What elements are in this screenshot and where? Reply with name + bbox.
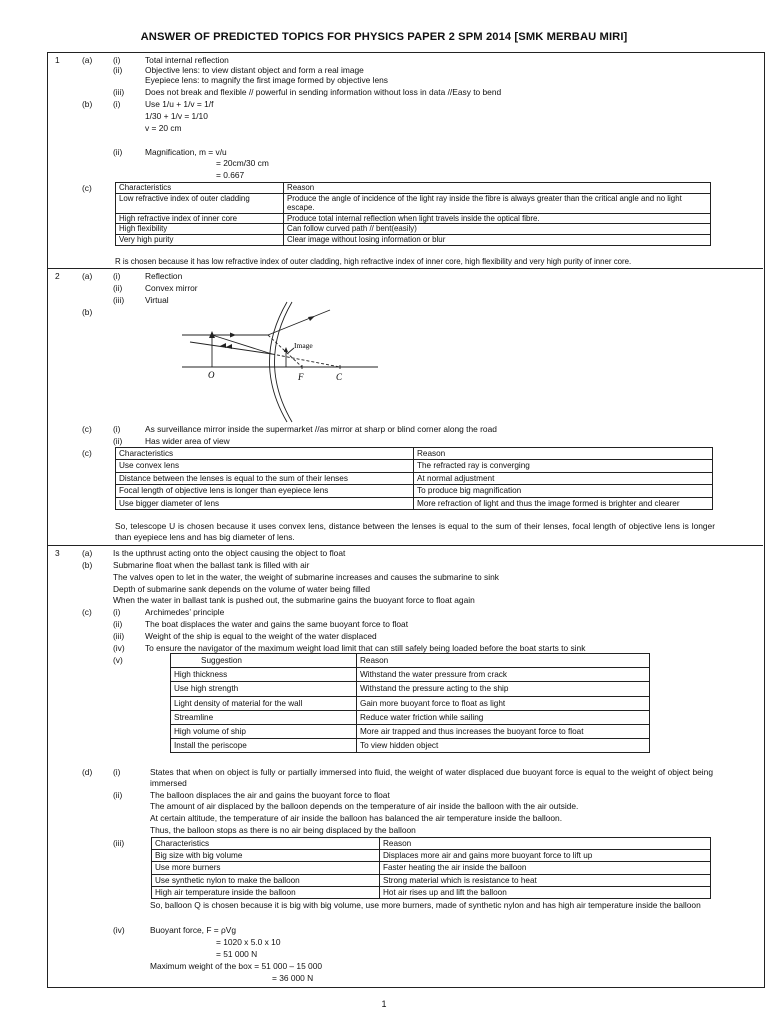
answer-line: Magnification, m = v/u [145, 147, 227, 157]
table-header-cell: Reason [380, 838, 711, 850]
table-cell: Light density of material for the wall [171, 696, 357, 710]
mirror-back-arc [275, 302, 293, 422]
answer-line: When the water in ballast tank is pushed out, the submarine gains the buoyant force to float again [113, 595, 475, 605]
object-label: O [208, 370, 215, 380]
answer-line: Reflection [145, 271, 183, 281]
subpart-label: (iii) [113, 87, 125, 97]
table-cell: Can follow curved path // bent(easily) [284, 224, 711, 235]
answer-line: States that when on object is fully or partially immersed into fluid, the weight of water displaced due buoyant force is equal to the weight of object being immersed [150, 767, 713, 788]
table-cell: More refraction of light and thus the image formed is brighter and clearer [414, 497, 713, 509]
table-header-cell: Reason [414, 448, 713, 460]
table-row [116, 472, 713, 484]
table-cell: Produce total internal reflection when light travels inside the optical fibre. [284, 213, 711, 224]
subpart-label: (i) [113, 55, 121, 65]
answer-line: Does not break and flexible // powerful in sending information without loss in data //Easy to bend [145, 87, 502, 97]
answer-line: The valves open to let in the water, the weight of submarine increases and causes the submarine to sink [113, 572, 499, 582]
part-label: (b) [82, 307, 93, 317]
table-header-cell: Suggestion [171, 654, 357, 668]
answer-line: The boat displaces the water and gains the same buoyant force to float [145, 619, 409, 629]
table-header-cell: Reason [284, 183, 711, 194]
part-label: (b) [82, 560, 93, 570]
answer-line: = 0.667 [216, 170, 245, 180]
subpart-label: (iii) [113, 631, 125, 641]
question-number: 1 [55, 55, 60, 65]
table-row [171, 696, 650, 710]
table-row [171, 668, 650, 682]
question-divider [47, 545, 763, 546]
table-cell: Withstand the water pressure from crack [357, 668, 650, 682]
part-label: (a) [82, 55, 93, 65]
table-cell: Strong material which is resistance to heat [380, 874, 711, 886]
table-row [171, 682, 650, 696]
table-cell: To view hidden object [357, 739, 650, 753]
table-cell: Clear image without losing information or blur [284, 234, 711, 245]
table-cell: Withstand the pressure acting to the ship [357, 682, 650, 696]
table-cell: Gain more buoyant force to float as light [357, 696, 650, 710]
table-cell: Install the periscope [171, 739, 357, 753]
table-cell: Very high purity [116, 234, 284, 245]
table-cell: Focal length of objective lens is longer than eyepiece lens [116, 485, 414, 497]
answer-line: The balloon displaces the air and gains the buoyant force to float [150, 790, 390, 800]
page-title: ANSWER OF PREDICTED TOPICS FOR PHYSICS PAPER 2 SPM 2014 [SMK MERBAU MIRI] [140, 31, 628, 43]
table-header-cell: Characteristics [152, 838, 380, 850]
subpart-label: (i) [113, 424, 121, 434]
answer-line: = 1020 x 5.0 x 10 [216, 937, 281, 947]
table-header-row [152, 838, 711, 850]
table-cell: High air temperature inside the balloon [152, 886, 380, 898]
part-label: (c) [82, 448, 92, 458]
subpart-label: (ii) [113, 436, 123, 446]
subpart-label: (iii) [113, 838, 125, 848]
answer-line: Buoyant force, F = ρVg [150, 925, 236, 935]
subpart-label: (iv) [113, 643, 125, 653]
part-label: (c) [82, 183, 92, 193]
answer-line: Depth of submarine sank depends on the volume of water being filled [113, 584, 370, 594]
table-cell: The refracted ray is converging [414, 460, 713, 472]
table-cell: Low refractive index of outer cladding [116, 193, 284, 213]
table-header-row [116, 448, 713, 460]
table-cell: Use bigger diameter of lens [116, 497, 414, 509]
conclusion-line: So, telescope U is chosen because it uses convex lens, distance between the lenses is equal to the sum of their lenses, focal length of objective lens is longer than eyepiece lens and has big diameter of lens. [115, 521, 715, 542]
table-row [152, 850, 711, 862]
conclusion-line: R is chosen because it has low refractive index of outer cladding, high refractive index of inner core, high flexibility and very high purity of inner core. [115, 257, 632, 266]
table-cell: Use convex lens [116, 460, 414, 472]
convex-mirror-ray-diagram [180, 298, 380, 426]
centre-label: C [336, 372, 343, 382]
part-label: (d) [82, 767, 93, 777]
table-header-cell: Reason [357, 654, 650, 668]
subpart-label: (i) [113, 607, 121, 617]
part-label: (c) [82, 607, 92, 617]
table-cell: High volume of ship [171, 725, 357, 739]
answer-line: Thus, the balloon stops as there is no air being displaced by the balloon [150, 825, 416, 835]
characteristics-table [115, 182, 711, 246]
table-cell: Reduce water friction while sailing [357, 710, 650, 724]
subpart-label: (ii) [113, 65, 123, 75]
answer-line: Weight of the ship is equal to the weight of the water displaced [145, 631, 377, 641]
table-cell: Use more burners [152, 862, 380, 874]
virtual-ray-to-centre [272, 354, 340, 367]
table-header-row [171, 654, 650, 668]
subpart-label: (iii) [113, 295, 125, 305]
answer-line: = 20cm/30 cm [216, 158, 269, 168]
answer-line: To ensure the navigator of the maximum weight load limit that can still safely being loaded before the boat starts to sink [145, 643, 586, 653]
answer-line: Eyepiece lens: to magnify the first image formed by objective lens [145, 75, 388, 85]
answer-line: Submarine float when the ballast tank is filled with air [113, 560, 310, 570]
table-cell: Use high strength [171, 682, 357, 696]
table-cell: Streamline [171, 710, 357, 724]
table-header-cell: Characteristics [116, 183, 284, 194]
ray-arrowhead [230, 333, 236, 338]
ray-arrowhead [308, 316, 315, 321]
table-cell: High refractive index of inner core [116, 213, 284, 224]
subpart-label: (i) [113, 99, 121, 109]
subpart-label: (ii) [113, 790, 123, 800]
table-row [116, 213, 711, 224]
table-cell: Displaces more air and gains more buoyant force to lift up [380, 850, 711, 862]
ship-suggestion-table [170, 653, 650, 753]
part-label: (c) [82, 424, 92, 434]
table-row [171, 739, 650, 753]
ray-arrowhead [226, 344, 232, 349]
part-label: (b) [82, 99, 93, 109]
table-header-row [116, 183, 711, 194]
answer-line: Is the upthrust acting onto the object causing the object to float [113, 548, 346, 558]
answer-line: 1/30 + 1/v = 1/10 [145, 111, 208, 121]
table-cell: Distance between the lenses is equal to the sum of their lenses [116, 472, 414, 484]
subpart-label: (i) [113, 767, 121, 777]
answer-line: Has wider area of view [145, 436, 230, 446]
table-cell: Produce the angle of incidence of the light ray inside the fibre is always greater than the critical angle and no light escape. [284, 193, 711, 213]
table-cell: Faster heating the air inside the balloon [380, 862, 711, 874]
answer-line: v = 20 cm [145, 123, 182, 133]
answer-line: Objective lens: to view distant object and form a real image [145, 65, 364, 75]
table-cell: High flexibility [116, 224, 284, 235]
table-cell: Big size with big volume [152, 850, 380, 862]
part-label: (a) [82, 271, 93, 281]
object-arrowhead [209, 331, 215, 338]
table-row [152, 862, 711, 874]
answer-line: Use 1/u + 1/v = 1/f [145, 99, 214, 109]
answer-line: Maximum weight of the box = 51 000 – 15 000 [150, 961, 323, 971]
answer-line: As surveillance mirror inside the supermarket //as mirror at sharp or blind corner along the road [145, 424, 497, 434]
question-number: 3 [55, 548, 60, 558]
telescope-table [115, 447, 713, 510]
table-row [152, 886, 711, 898]
table-row [116, 224, 711, 235]
answer-line: = 51 000 N [216, 949, 258, 959]
answer-line: = 36 000 N [272, 973, 314, 983]
subpart-label: (v) [113, 655, 123, 665]
answer-line: Convex mirror [145, 283, 198, 293]
answer-line: Virtual [145, 295, 169, 305]
subpart-label: (ii) [113, 283, 123, 293]
table-cell: More air trapped and thus increases the buoyant force to float [357, 725, 650, 739]
conclusion-line: So, balloon Q is chosen because it is big with big volume, use more burners, made of synthetic nylon and has high air temperature inside the balloon [150, 900, 701, 910]
answer-line: Archimedes’ principle [145, 607, 225, 617]
answer-line: At certain altitude, the temperature of air inside the balloon has balanced the air temperature inside the balloon. [150, 813, 563, 823]
table-row [116, 460, 713, 472]
table-row [171, 725, 650, 739]
image-label: Image [294, 341, 313, 350]
image-arrowhead [284, 347, 288, 352]
table-cell: Hot air rises up and lift the balloon [380, 886, 711, 898]
page-number: 1 [381, 999, 387, 1009]
focal-label: F [298, 372, 304, 382]
mirror-front-arc [270, 302, 288, 422]
table-row [152, 874, 711, 886]
subpart-label: (ii) [113, 619, 123, 629]
answer-line: Total internal reflection [145, 55, 229, 65]
table-row [116, 193, 711, 213]
question-number: 2 [55, 271, 60, 281]
table-header-cell: Characteristics [116, 448, 414, 460]
subpart-label: (iv) [113, 925, 125, 935]
table-row [116, 234, 711, 245]
table-cell: At normal adjustment [414, 472, 713, 484]
table-row [116, 485, 713, 497]
table-cell: High thickness [171, 668, 357, 682]
balloon-table [151, 837, 711, 899]
subpart-label: (i) [113, 271, 121, 281]
table-row [116, 497, 713, 509]
table-cell: Use synthetic nylon to make the balloon [152, 874, 380, 886]
table-cell: To produce big magnification [414, 485, 713, 497]
table-row [171, 710, 650, 724]
incident-ray-to-centre [212, 335, 272, 354]
question-divider [47, 268, 763, 269]
answer-line: The amount of air displaced by the balloon depends on the temperature of air inside the balloon with the air outside. [150, 801, 579, 811]
subpart-label: (ii) [113, 147, 123, 157]
part-label: (a) [82, 548, 93, 558]
